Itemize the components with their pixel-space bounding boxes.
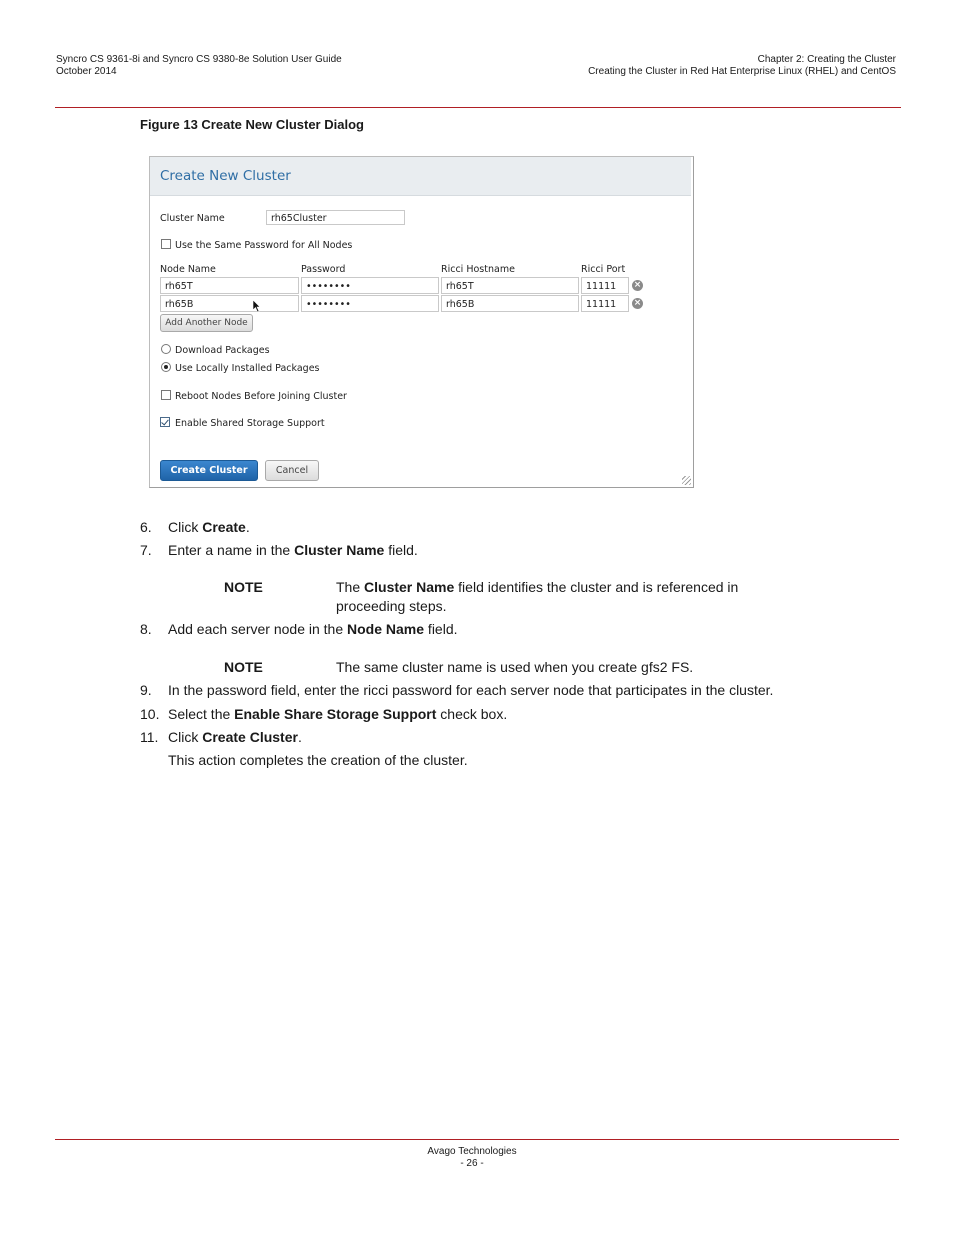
note-text: The same cluster name is used when you create gfs2 FS. <box>336 659 694 675</box>
shared-storage-checkbox[interactable] <box>160 417 170 427</box>
node-password-input[interactable]: •••••••• <box>301 295 439 312</box>
footer-company: Avago Technologies <box>427 1146 517 1157</box>
reboot-nodes-checkbox[interactable] <box>161 390 171 400</box>
step-number: 8. <box>140 621 152 637</box>
node-name-input[interactable]: rh65B <box>160 295 299 312</box>
chapter-title: Chapter 2: Creating the Cluster <box>757 54 896 65</box>
column-header-password: Password <box>301 264 346 275</box>
node-name-input[interactable]: rh65T <box>160 277 299 294</box>
column-header-ricci-port: Ricci Port <box>581 264 626 275</box>
cluster-name-input[interactable]: rh65Cluster <box>266 210 405 225</box>
node-password-input[interactable]: •••••••• <box>301 277 439 294</box>
step-number: 10. <box>140 706 160 722</box>
remove-node-icon[interactable]: × <box>633 280 642 290</box>
step-text: Enter a name in the Cluster Name field. <box>168 542 418 558</box>
column-header-ricci-hostname: Ricci Hostname <box>441 264 515 275</box>
remove-node-icon[interactable]: × <box>633 298 642 308</box>
step-number: 7. <box>140 542 152 558</box>
document-date: October 2014 <box>56 66 117 77</box>
cancel-button[interactable]: Cancel <box>265 460 319 481</box>
add-another-node-button[interactable]: Add Another Node <box>160 314 253 332</box>
page-header-left <box>56 54 342 78</box>
ricci-hostname-input[interactable]: rh65T <box>441 277 579 294</box>
ricci-port-input[interactable]: 11111 <box>581 277 629 294</box>
step-number: 6. <box>140 519 152 535</box>
step-text: Click Create Cluster. <box>168 729 302 745</box>
step-text: Add each server node in the Node Name field. <box>168 621 458 637</box>
shared-storage-label: Enable Shared Storage Support <box>175 418 325 429</box>
ricci-port-input[interactable]: 11111 <box>581 295 629 312</box>
figure-caption: Figure 13 Create New Cluster Dialog <box>140 117 364 132</box>
footer-divider <box>55 1139 899 1140</box>
resize-handle-icon[interactable] <box>682 476 691 485</box>
page-number: - 26 - <box>460 1158 484 1169</box>
note-label: NOTE <box>224 659 263 675</box>
dialog-title-bar <box>150 157 691 196</box>
step-text: Click Create. <box>168 519 250 535</box>
same-password-checkbox[interactable] <box>161 239 171 249</box>
header-divider <box>55 107 901 108</box>
step-text: In the password field, enter the ricci password for each server node that participates in the cluster. <box>168 682 774 698</box>
download-packages-radio[interactable] <box>161 344 171 354</box>
result-text: This action completes the creation of the cluster. <box>168 752 468 768</box>
step-text: Select the Enable Share Storage Support check box. <box>168 706 508 722</box>
reboot-nodes-label: Reboot Nodes Before Joining Cluster <box>175 391 347 402</box>
cluster-name-label: Cluster Name <box>160 213 225 224</box>
use-local-packages-radio[interactable] <box>161 362 171 372</box>
mouse-cursor-icon <box>252 299 261 313</box>
create-cluster-button[interactable]: Create Cluster <box>160 460 258 481</box>
step-number: 9. <box>140 682 152 698</box>
ricci-hostname-input[interactable]: rh65B <box>441 295 579 312</box>
step-number: 11. <box>140 729 159 745</box>
download-packages-label: Download Packages <box>175 345 270 356</box>
document-title: Syncro CS 9361-8i and Syncro CS 9380-8e Solution User Guide <box>56 54 342 65</box>
use-local-packages-label: Use Locally Installed Packages <box>175 363 320 374</box>
column-header-node-name: Node Name <box>160 264 216 275</box>
note-label: NOTE <box>224 579 263 595</box>
dialog-title: Create New Cluster <box>160 168 291 184</box>
page-header-right <box>588 54 896 78</box>
note-text: The Cluster Name field identifies the cluster and is referenced in proceeding steps. <box>336 579 739 614</box>
create-new-cluster-dialog <box>149 156 694 488</box>
same-password-label: Use the Same Password for All Nodes <box>175 240 353 251</box>
section-title: Creating the Cluster in Red Hat Enterprise Linux (RHEL) and CentOS <box>588 66 896 77</box>
